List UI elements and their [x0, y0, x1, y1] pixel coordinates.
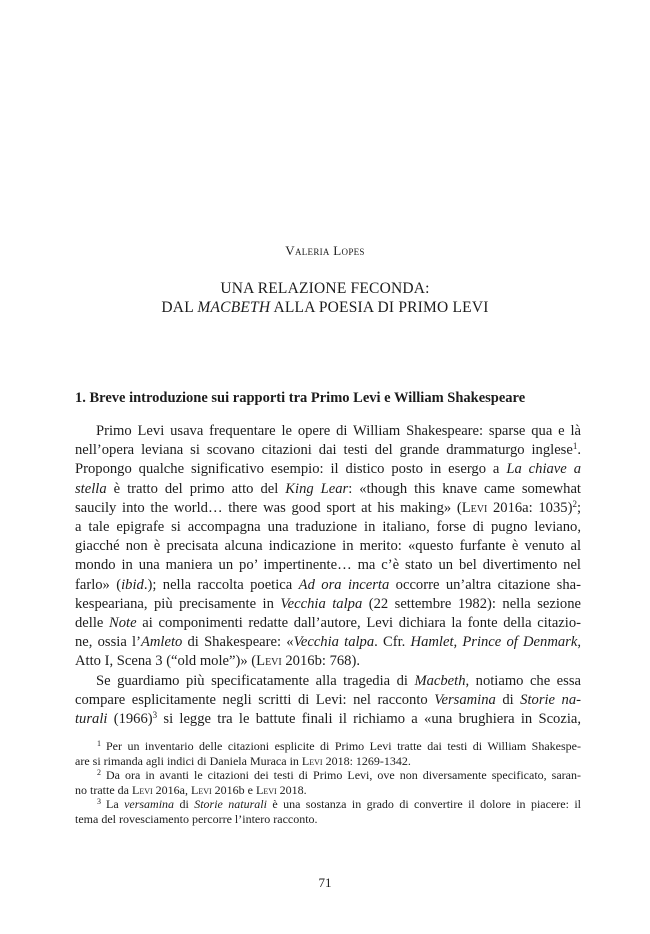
body-line: kespeariana, più precisamente in Vecchia talpa (22 settembre 1982): nella sezione: [75, 595, 581, 612]
title-line-1: UNA RELAZIONE FECONDA:: [220, 280, 430, 297]
article-title: [0, 279, 650, 317]
body-line: saucily into the world… there was good sport at his making» (Levi 2016a: 1035)$^2$;: [75, 498, 581, 516]
footnote-1: $^1$ Per un inventario delle citazioni esplicite di Primo Levi tratte dai testi di William Shakespe-: [97, 739, 581, 753]
body-line: stella è tratto del primo atto del King Lear: «though this knave came somewhat: [75, 480, 581, 497]
body-text: [75, 422, 581, 729]
body-line: giacché non è precisata alcuna indicazione in merito: «questo furfante è venuto al: [75, 538, 581, 555]
body-line: Propongo qualche significativo esempio: il distico posto in esergo a La chiave a: [75, 461, 581, 478]
body-line: ne, ossia l’Amleto di Shakespeare: «Vecchia talpa. Cfr. Hamlet, Prince of Denmark,: [75, 634, 581, 651]
body-line: Primo Levi usava frequentare le opere di William Shakespeare: sparse qua e là: [96, 423, 581, 439]
page-number: 71: [318, 875, 332, 890]
footnote-ref: 1: [572, 441, 578, 452]
body-line: Se guardiamo più specificatamente alla tragedia di Macbeth, notiamo che essa: [96, 672, 581, 689]
footnote-2-cont: no tratte da Levi 2016a, Levi 2016b e Levi 2018.: [75, 782, 307, 797]
footnote-3: $^3$ La versamina di Storie naturali è una sostanza in grado di convertire il dolore in piacere: il: [97, 797, 581, 812]
body-line: a tale epigrafe si accompagna una traduzione in italiano, forse di pugno leviano,: [75, 519, 581, 536]
body-line: nell’opera leviana si scovano citazioni dai testi del grande drammaturgo inglese$^1$.: [75, 441, 581, 459]
footnote-1-cont: are si rimanda agli indici di Daniela Muraca in Levi 2018: 1269-1342.: [75, 753, 411, 768]
footnote-3-cont: tema del rovesciamento percorre l’intero racconto.: [75, 811, 318, 826]
footnotes: [75, 739, 581, 827]
footnote-ref: 2: [572, 498, 577, 509]
footnote-2: $^2$ Da ora in avanti le citazioni dei testi di Primo Levi, ove non diversamente specificato, saran-: [97, 768, 581, 783]
body-line: Atto I, Scena 3 (“old mole”)» (Levi 2016b: 768).: [75, 653, 360, 670]
body-line: mondo in una maniera un po’ impertinente… ma c’è stato un bel divertimento nel: [75, 557, 581, 574]
body-line: turali $(1966)^3$ si legge tra le battute finali il richiamo a «una brughiera in Scozia,: [75, 710, 582, 728]
footnote-ref: 3: [152, 710, 158, 721]
body-line: farlo» (ibid.); nella raccolta poetica Ad ora incerta occorre un’altra citazione sha-: [75, 576, 581, 593]
body-line: compare esplicitamente negli scritti di Levi: nel racconto Versamina di Storie na-: [75, 691, 581, 708]
section-heading: 1. Breve introduzione sui rapporti tra Primo Levi e William Shakespeare: [75, 390, 526, 406]
title-line-2: DAL MACBETH ALLA POESIA DI PRIMO LEVI: [161, 299, 489, 316]
author-name: Valeria Lopes: [285, 243, 365, 258]
body-line: delle Note ai componimenti redatte dall’autore, Levi dichiara la fonte della citazio-: [75, 615, 581, 632]
